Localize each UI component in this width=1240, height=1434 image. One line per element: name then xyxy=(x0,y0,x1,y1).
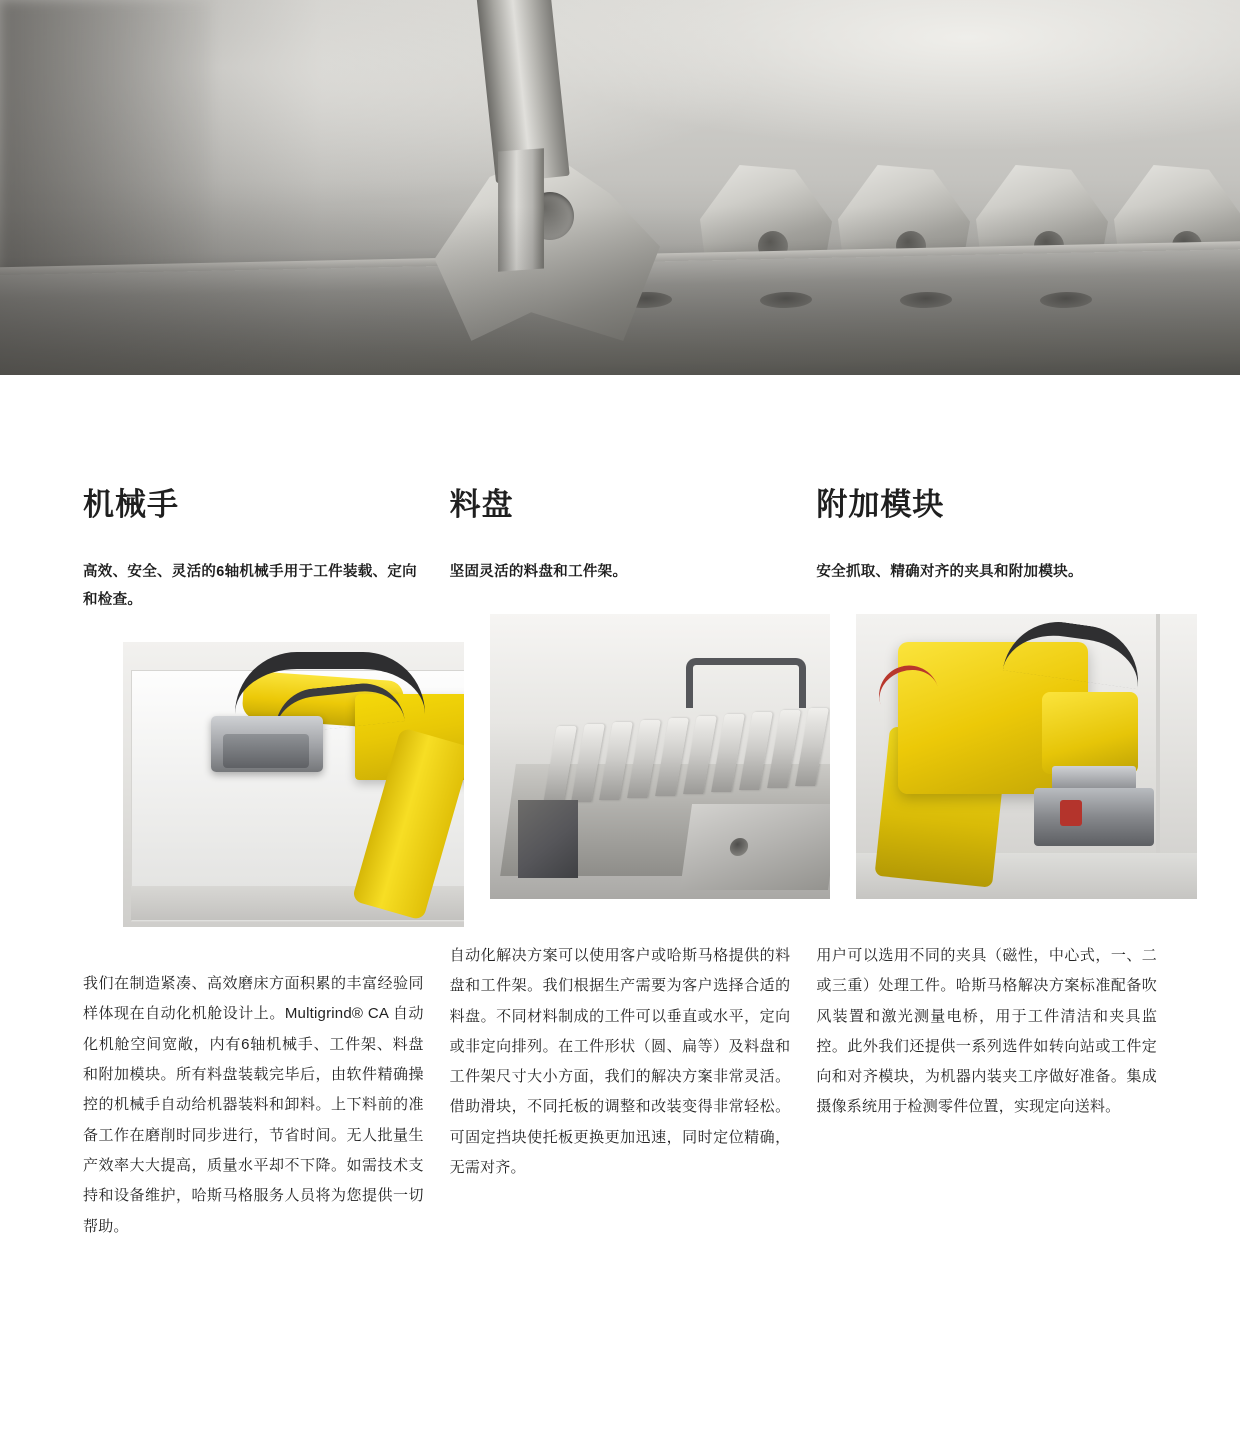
feature-column-tray xyxy=(450,487,791,1242)
hero-vignette xyxy=(0,0,1240,375)
column-image-modules xyxy=(856,614,1197,899)
column-image-robot xyxy=(123,642,464,927)
column-body-robot: 我们在制造紧凑、高效磨床方面积累的丰富经验同样体现在自动化机舱设计上。Multigrind® CA 自动化机舱空间宽敞，内有6轴机械手、工件架、料盘和附加模块。所有料盘装载完毕后，由软件精确操控的机械手自动给机器装料和卸料。上下料前的准备工作在磨削时同步进行，节省时间。无人批量生产效率大大提高，质量水平却不下降。如需技术支持和设备维护，哈斯马格服务人员将为您提供一切帮助。 xyxy=(83,975,424,1235)
column-title-tray: 料盘 xyxy=(449,487,514,522)
feature-column-robot xyxy=(83,487,424,1242)
column-lead-modules: 安全抓取、精确对齐的夹具和附加模块。 xyxy=(816,563,1083,580)
hero-image xyxy=(0,0,1240,375)
feature-columns xyxy=(83,375,1157,1242)
feature-column-modules xyxy=(816,487,1157,1242)
column-title-modules: 附加模块 xyxy=(816,487,945,522)
column-title-robot: 机械手 xyxy=(83,487,179,522)
column-body-modules: 用户可以选用不同的夹具（磁性，中心式，一、二或三重）处理工件。哈斯马格解决方案标准配备吹风装置和激光测量电桥，用于工件清洁和夹具监控。此外我们还提供一系列选件如转向站或工件定向和对齐模块，为机器内装夹工序做好准备。集成摄像系统用于检测零件位置，实现定向送料。 xyxy=(816,946,1158,1116)
column-body-tray: 自动化解决方案可以使用客户或哈斯马格提供的料盘和工件架。我们根据生产需要为客户选择合适的料盘。不同材料制成的工件可以垂直或水平，定向或非定向排列。在工件形状（圆、扁等）及料盘和工件架尺寸大小方面，我们的解决方案非常灵活。借助滑块，不同托板的调整和改装变得非常轻松。可固定挡块使托板更换更加迅速，同时定位精确，无需对齐。 xyxy=(449,946,791,1176)
column-lead-robot: 高效、安全、灵活的6轴机械手用于工件装载、定向和检查。 xyxy=(83,563,417,608)
column-lead-tray: 坚固灵活的料盘和工件架。 xyxy=(449,563,628,580)
main-content xyxy=(0,375,1240,1242)
column-image-tray xyxy=(490,614,831,899)
